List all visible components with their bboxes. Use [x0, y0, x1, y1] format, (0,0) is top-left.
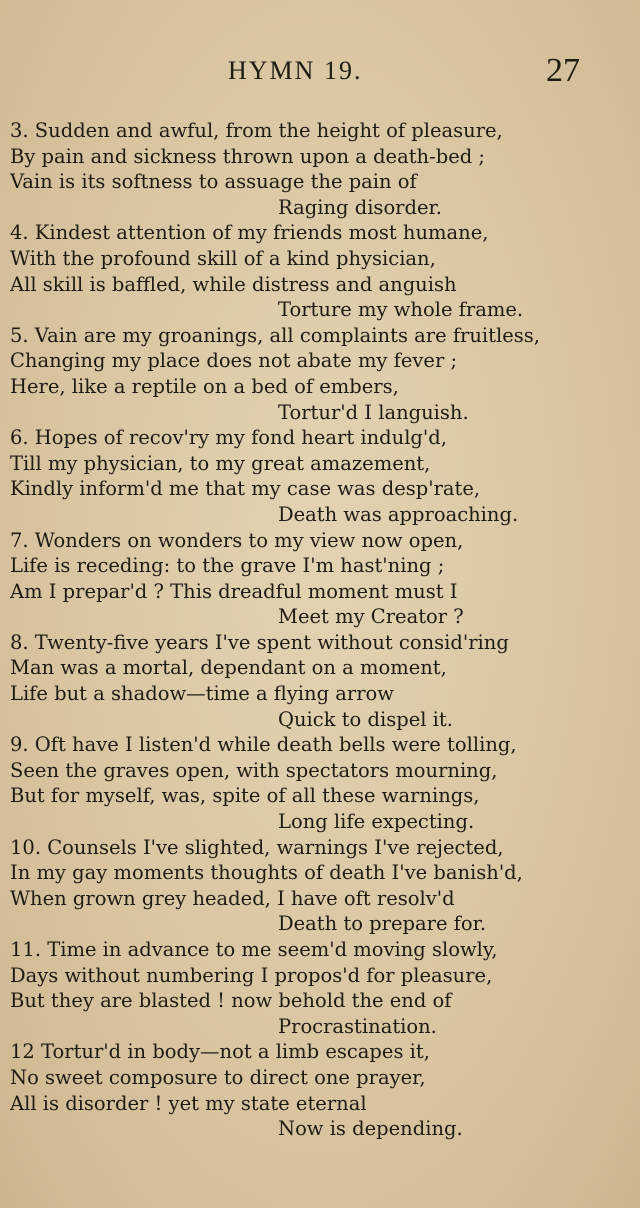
verse-line: 7. Wonders on wonders to my view now open, [10, 528, 464, 552]
verse-line: Life but a shadow—time a flying arrow [10, 682, 394, 706]
page-header [0, 52, 640, 92]
verse-line: Days without numbering I propos'd for pleasure, [10, 963, 493, 987]
verse-6 [10, 425, 630, 527]
verse-line: Till my physician, to my great amazement, [10, 451, 431, 475]
verse-line: Life is receding: to the grave I'm hast'ning ; [10, 554, 445, 578]
verse-refrain-line: Tortur'd I languish. [278, 400, 469, 424]
verse-line: 6. Hopes of recov'ry my fond heart indulg'd, [10, 426, 447, 450]
hymn-title: HYMN 19. [228, 56, 363, 85]
verse-line: No sweet composure to direct one prayer, [10, 1065, 426, 1089]
verse-line: 5. Vain are my groanings, all complaints are fruitless, [10, 323, 540, 347]
verse-line: 3. Sudden and awful, from the height of pleasure, [10, 119, 503, 142]
verse-line: 11. Time in advance to me seem'd moving slowly, [10, 938, 498, 961]
verse-refrain-line: Raging disorder. [278, 195, 442, 219]
verse-line: 8. Twenty-five years I've spent without consid'ring [10, 630, 509, 654]
verse-4 [10, 220, 630, 322]
verse-refrain-line: Now is depending. [278, 1117, 463, 1141]
verse-refrain-line: Long life expecting. [278, 810, 475, 834]
verse-12 [10, 1039, 630, 1141]
verse-line: By pain and sickness thrown upon a death-bed ; [10, 144, 485, 168]
verse-8 [10, 630, 630, 732]
verse-line: But they are blasted ! now behold the end of [10, 989, 452, 1013]
verse-line: With the profound skill of a kind physician, [10, 246, 436, 270]
verse-refrain-line: Death was approaching. [278, 502, 519, 526]
verse-11 [10, 937, 630, 1039]
verse-5 [10, 323, 630, 425]
verse-refrain-line: Quick to dispel it. [278, 707, 453, 731]
verse-line: Vain is its softness to assuage the pain of [10, 170, 417, 194]
verse-line: Changing my place does not abate my fever ; [10, 349, 458, 373]
verse-refrain-line: Torture my whole frame. [278, 298, 524, 322]
verse-line: Man was a mortal, dependant on a moment, [10, 656, 447, 680]
verse-line: In my gay moments thoughts of death I've banish'd, [10, 861, 523, 885]
verse-9 [10, 732, 630, 834]
verse-line: 9. Oft have I listen'd while death bells were tolling, [10, 733, 517, 757]
verse-refrain-line: Death to prepare for. [278, 912, 487, 936]
verse-refrain-line: Meet my Creator ? [278, 605, 464, 629]
verse-line: Kindly inform'd me that my case was desp'rate, [10, 477, 481, 501]
verse-3 [10, 118, 630, 220]
verse-line: But for myself, was, spite of all these warnings, [10, 784, 480, 808]
verse-line: Here, like a reptile on a bed of embers, [10, 374, 399, 398]
verse-line: 12 Tortur'd in body—not a limb escapes it, [10, 1040, 430, 1064]
verse-line: 4. Kindest attention of my friends most humane, [10, 221, 489, 245]
verse-line: All is disorder ! yet my state eternal [10, 1091, 367, 1115]
verse-10 [10, 835, 630, 937]
verse-7 [10, 528, 630, 630]
verse-refrain-line: Procrastination. [278, 1014, 437, 1038]
page-number: 27 [546, 52, 580, 89]
verse-line: Seen the graves open, with spectators mourning, [10, 758, 498, 782]
verse-line: 10. Counsels I've slighted, warnings I've rejected, [10, 835, 504, 859]
verse-line: Am I prepar'd ? This dreadful moment must I [10, 579, 458, 603]
verse-line: All skill is baffled, while distress and anguish [10, 272, 457, 296]
verse-line: When grown grey headed, I have oft resolv'd [10, 886, 455, 910]
hymn-verses [10, 118, 630, 1142]
